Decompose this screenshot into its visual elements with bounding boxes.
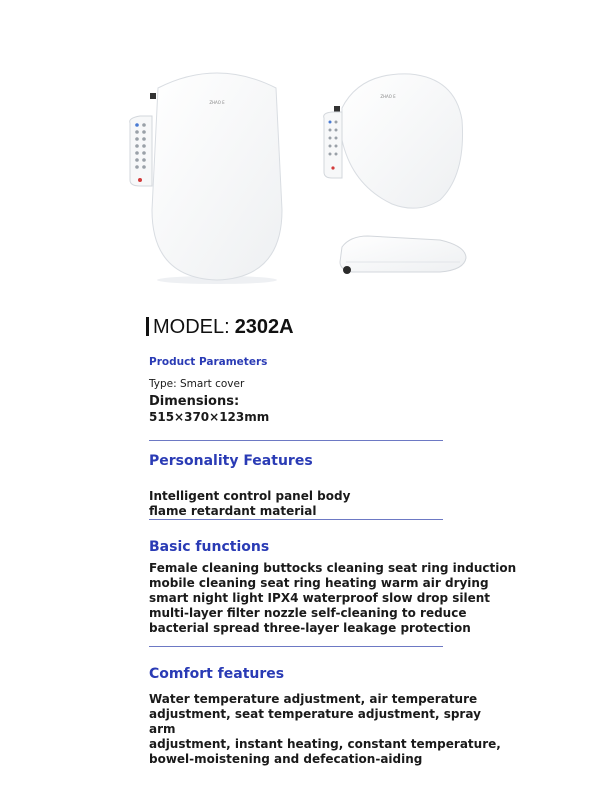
text-line: flame retardant material	[149, 504, 317, 518]
toilet-seat-front-image	[150, 73, 282, 284]
product-parameters-heading: Product Parameters	[149, 356, 268, 368]
text-line: adjustment, seat temperature adjustment, spray arm	[149, 707, 481, 736]
personality-features-text	[149, 489, 509, 519]
basic-functions-heading: Basic functions	[149, 539, 270, 555]
divider	[149, 646, 443, 647]
personality-features-heading: Personality Features	[149, 453, 313, 469]
text-line: Female cleaning buttocks cleaning seat ring induction	[149, 561, 517, 575]
svg-text:ZHAO E: ZHAO E	[380, 94, 396, 99]
text-line: mobile cleaning seat ring heating warm air drying	[149, 576, 489, 590]
toilet-seat-angled-image	[324, 74, 463, 208]
text-line: bacterial spread three-layer leakage protection	[149, 621, 471, 635]
model-heading	[146, 316, 294, 339]
type-line: Type: Smart cover	[149, 378, 245, 390]
text-line: multi-layer filter nozzle self-cleaning to reduce	[149, 606, 467, 620]
text-line: bowel-moistening and defecation-aiding	[149, 752, 423, 766]
comfort-features-text	[149, 692, 509, 767]
dimensions-label: Dimensions:	[149, 394, 240, 409]
comfort-features-heading: Comfort features	[149, 666, 285, 682]
text-line: Water temperature adjustment, air temperature	[149, 692, 478, 706]
dimensions-value: 515×370×123mm	[149, 410, 270, 424]
model-bar-marker	[146, 317, 149, 336]
toilet-seat-side-image	[340, 236, 466, 274]
model-number: 2302A	[234, 316, 294, 338]
basic-functions-text	[149, 561, 529, 636]
text-line: adjustment, instant heating, constant temperature,	[149, 737, 501, 751]
text-line: Intelligent control panel body	[149, 489, 351, 503]
brand-mark: ZHAO E	[209, 100, 225, 105]
product-images	[0, 0, 600, 300]
side-control-panel-image	[130, 116, 152, 186]
divider	[149, 519, 443, 520]
model-prefix: MODEL:	[153, 316, 230, 338]
text-line: smart night light IPX4 waterproof slow drop silent	[149, 591, 491, 605]
divider	[149, 440, 443, 441]
